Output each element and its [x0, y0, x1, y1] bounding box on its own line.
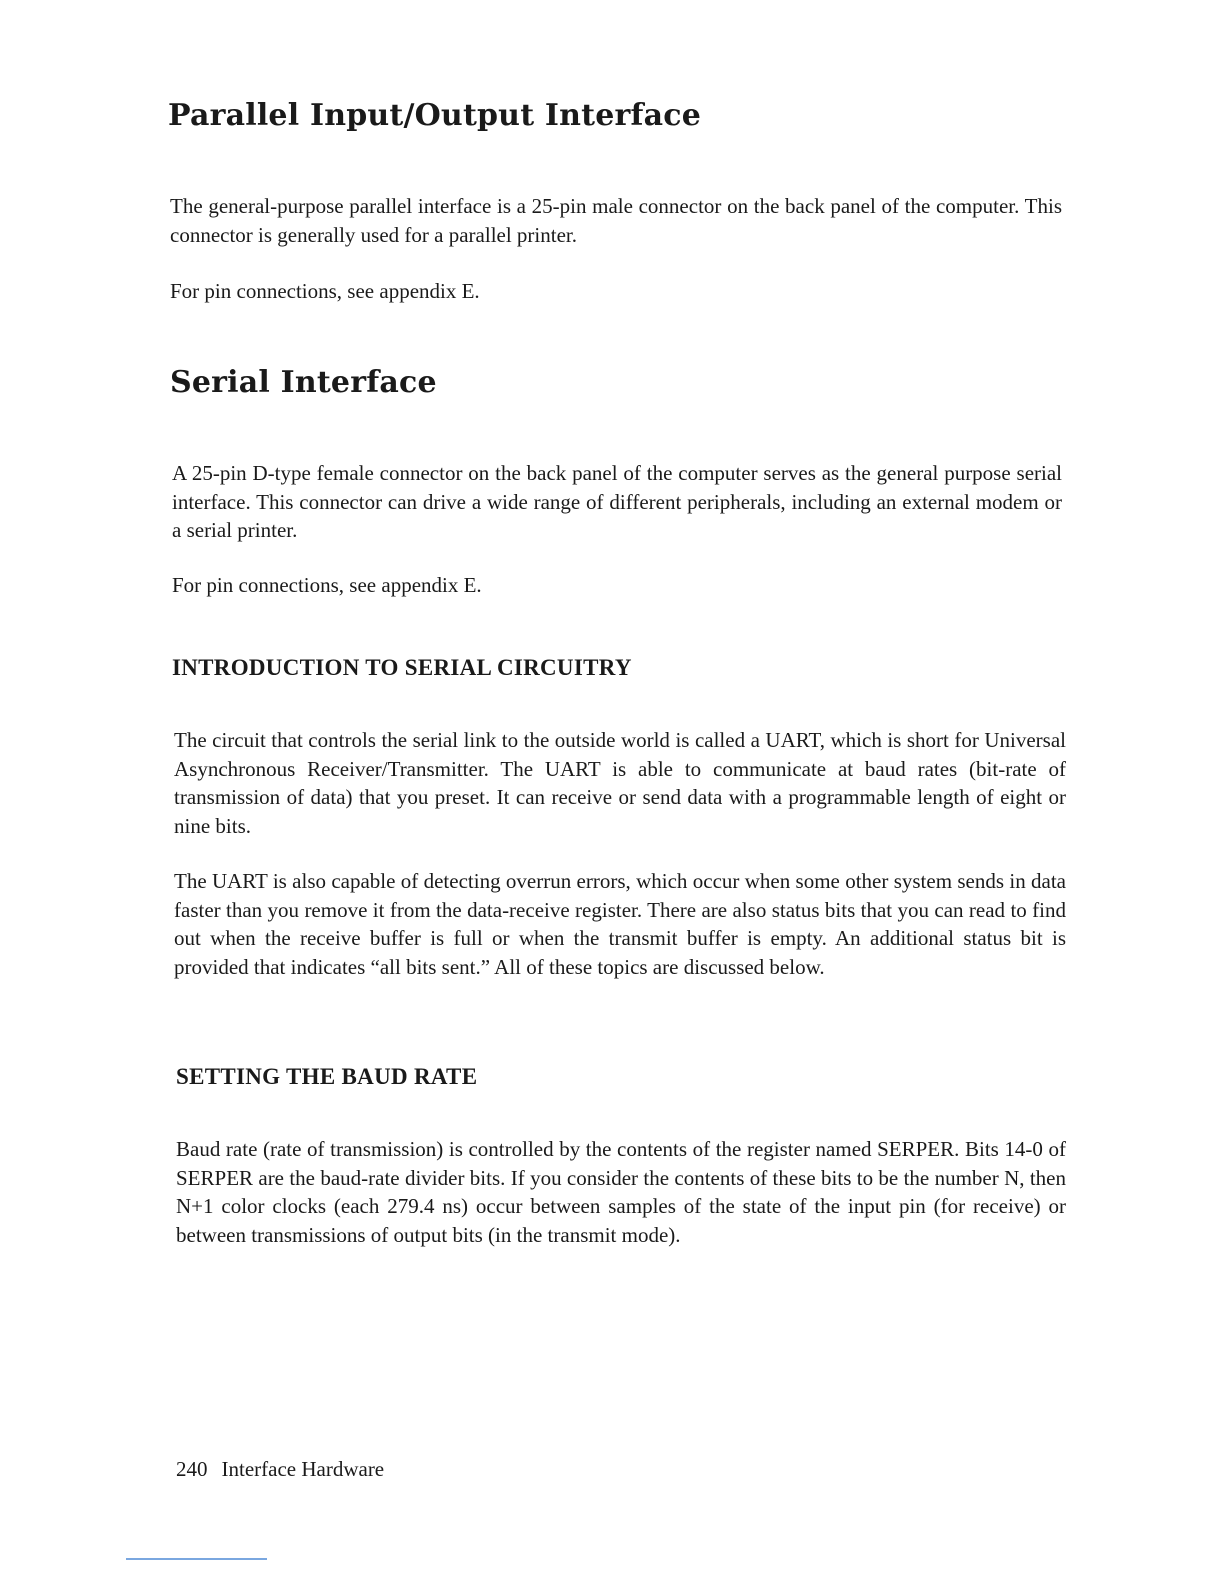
- page-footer: [176, 1457, 384, 1482]
- section-title-serial: Serial Interface: [170, 365, 437, 400]
- subsection-title-baud: SETTING THE BAUD RATE: [176, 1064, 478, 1089]
- scan-edge-line: [126, 1558, 267, 1560]
- serial-body: A 25-pin D-type female connector on the back panel of the computer serves as the general purpose serial interface. This connector can drive a wide range of different peripherals, including an external modem or a serial printer.: [172, 461, 1062, 542]
- subsection-title-intro: INTRODUCTION TO SERIAL CIRCUITRY: [172, 655, 632, 680]
- baud-paragraph: Baud rate (rate of transmission) is controlled by the contents of the register named SERPER. Bits 14-0 of SERPER are the baud-rate divider bits. If you consider the contents of these bits to be the number N, then N+1 color clocks (each 279.4 ns) occur between samples of the state of the input pin (for receive) or between transmissions of output bits (in the transmit mode).: [176, 1137, 1066, 1247]
- intro-paragraph-1: The circuit that controls the serial link to the outside world is called a UART, which is short for Universal Asynchronous Receiver/Transmitter. The UART is able to communicate at baud rates (bit-rate of transmission of data) that you preset. It can receive or send data with a programmable length of eight or nine bits.: [174, 728, 1066, 838]
- parallel-pin-note: For pin connections, see appendix E.: [170, 279, 480, 303]
- parallel-body: The general-purpose parallel interface is a 25-pin male connector on the back panel of the computer. This connector is generally used for a parallel printer.: [170, 194, 1062, 247]
- chapter-name: Interface Hardware: [221, 1457, 385, 1481]
- section-title-parallel: Parallel Input/Output Interface: [168, 98, 701, 133]
- page-number: 240: [176, 1457, 208, 1481]
- serial-pin-note: For pin connections, see appendix E.: [172, 573, 482, 597]
- intro-paragraph-2: The UART is also capable of detecting overrun errors, which occur when some other system sends in data faster than you remove it from the data-receive register. There are also status bits that you can read to find out when the receive buffer is full or when the transmit buffer is empty. An additional status bit is provided that indicates “all bits sent.” All of these topics are discussed below.: [174, 869, 1066, 979]
